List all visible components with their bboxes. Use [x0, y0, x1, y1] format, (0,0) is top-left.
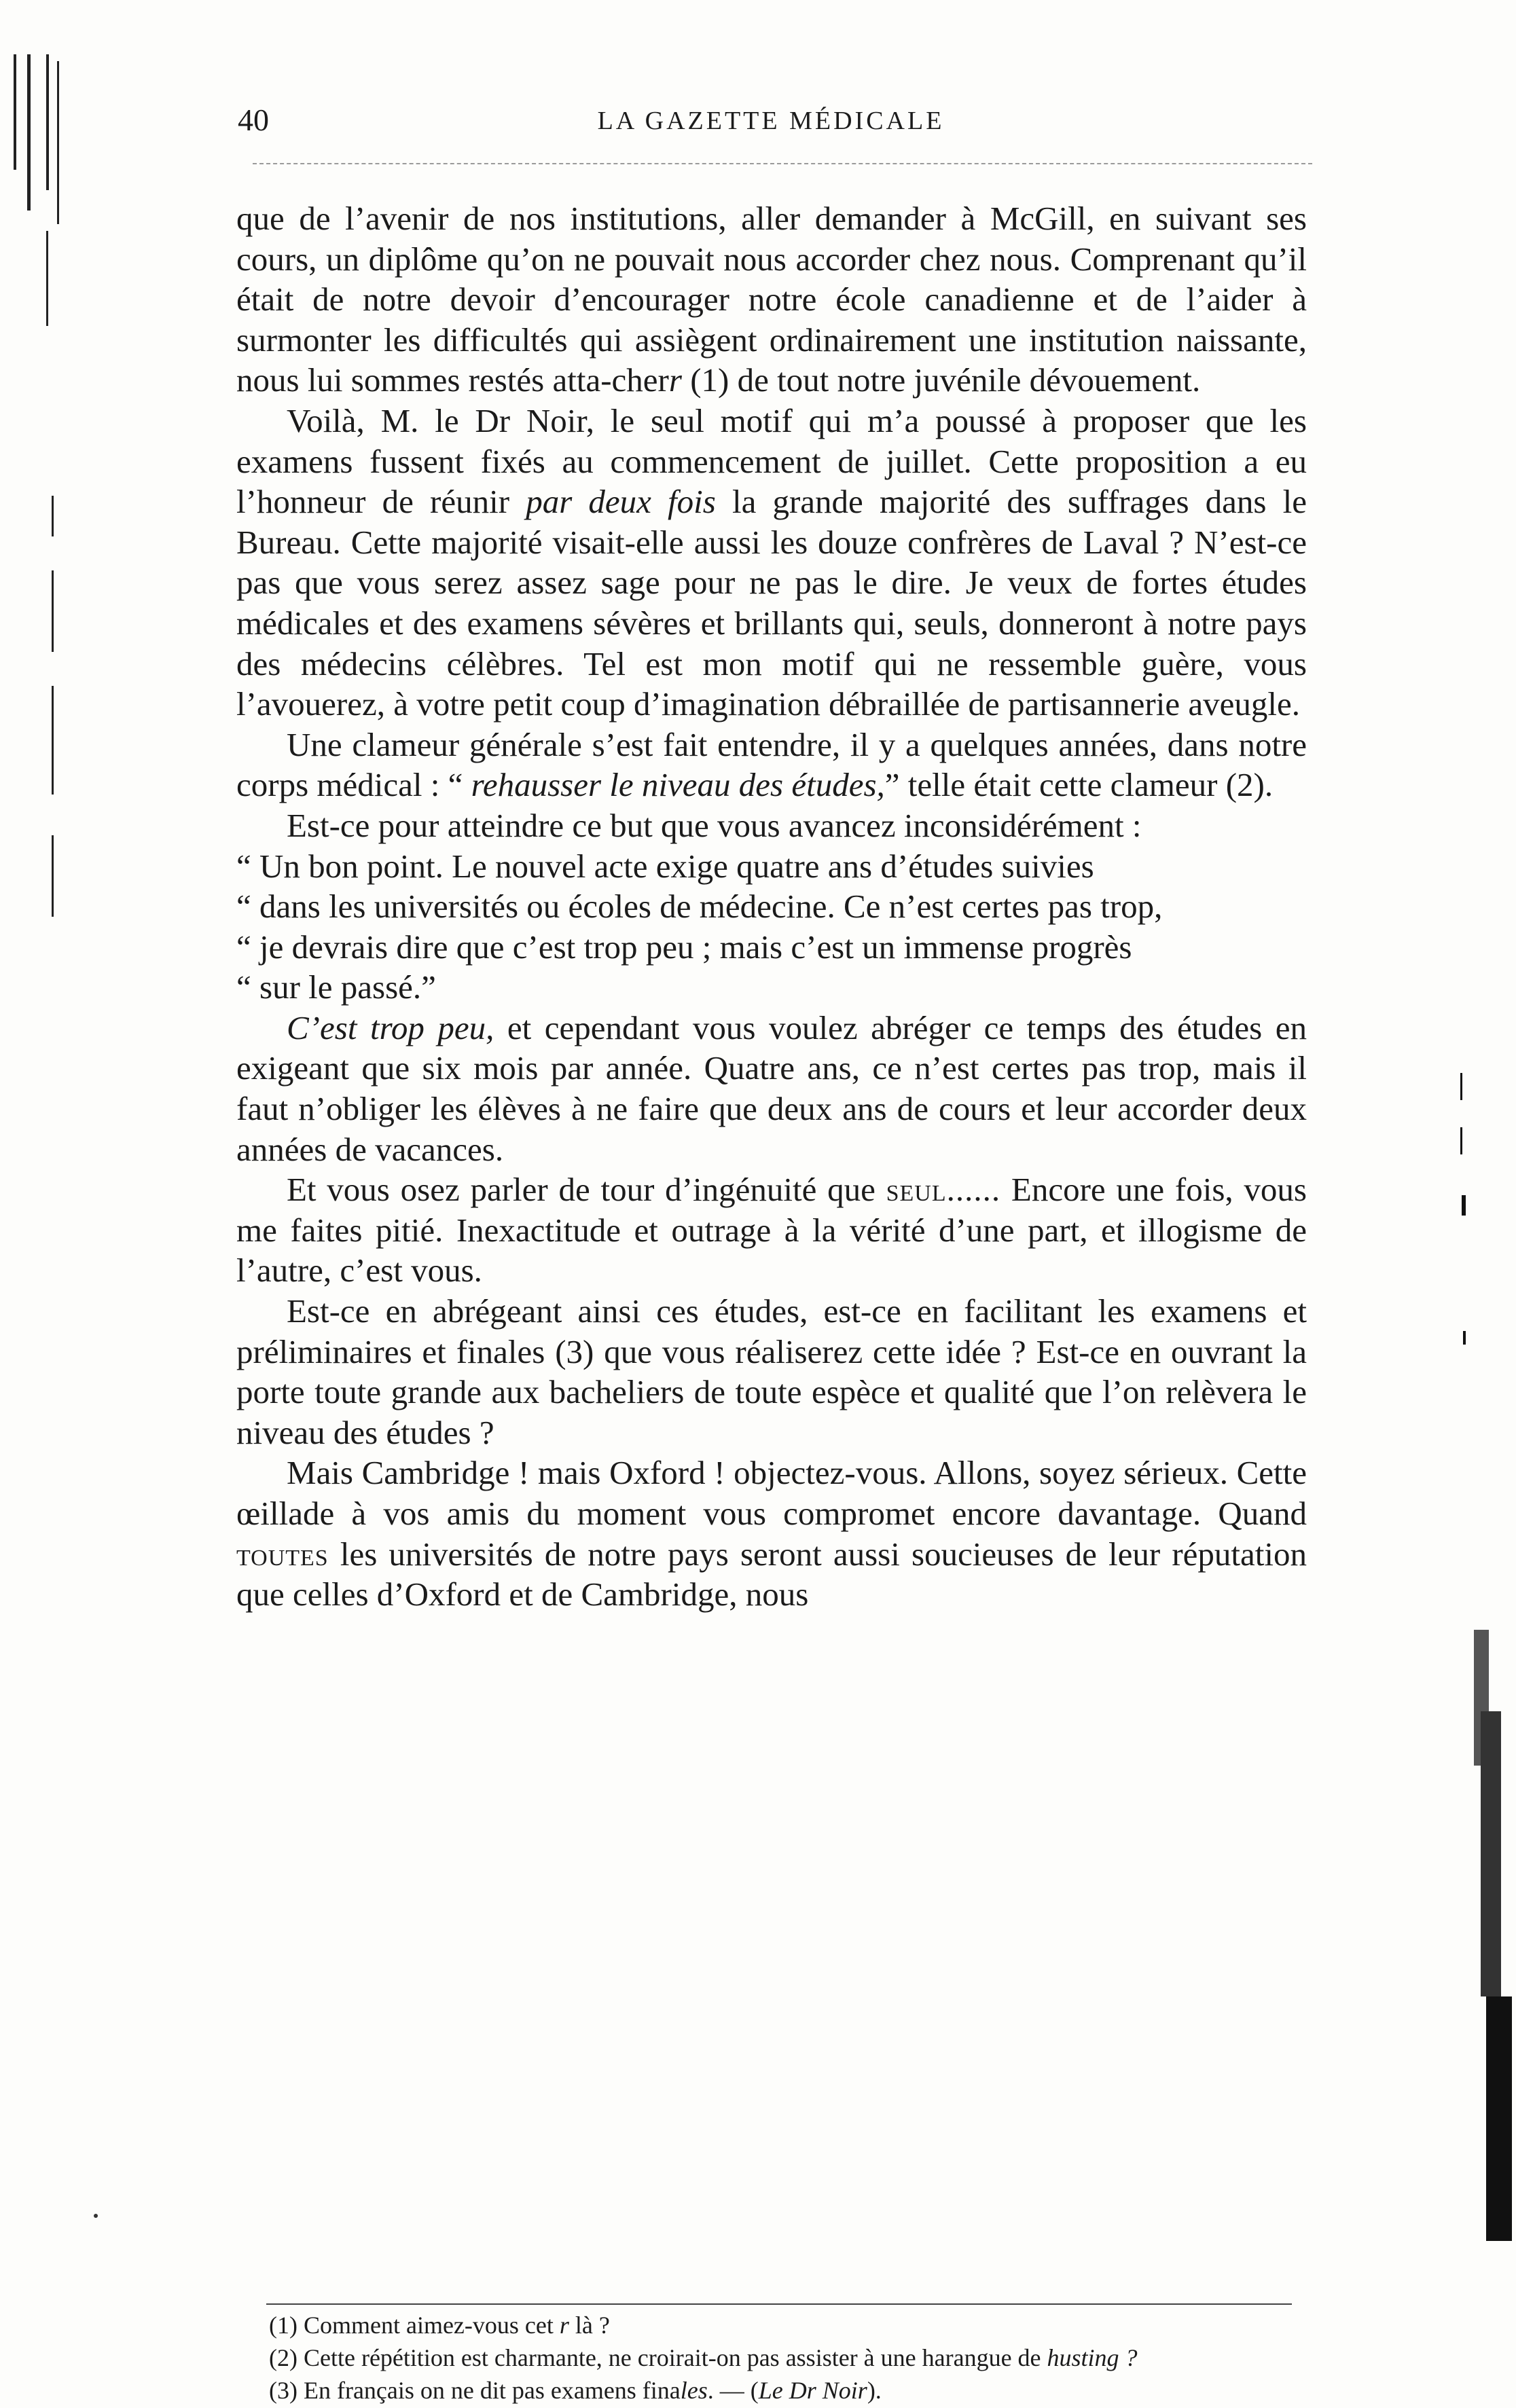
- footnote-3: (3) En français on ne dit pas examens finales. — (Le Dr Noir).: [269, 2377, 882, 2404]
- footnotes: [236, 2310, 1307, 2408]
- scan-speck: [94, 2214, 98, 2218]
- scan-edge-left: [12, 54, 67, 1005]
- page-header: [238, 102, 1304, 149]
- paragraph-5: C’est trop peu, et cependant vous voulez abréger ce temps des études en exigeant que six mois par année. Quatre ans, ce n’est certes pas trop, mais il faut n’obliger les élèves à ne faire que deux ans de cours et leur accorder deux années de vacances.: [236, 1008, 1307, 1168]
- footnote-1: (1) Comment aimez-vous cet r là ?: [269, 2312, 610, 2339]
- quote-line-2: “ dans les universités ou écoles de médecine. Ce n’est certes pas trop,: [236, 888, 1163, 926]
- paragraph-3: Une clameur générale s’est fait entendre, il y a quelques années, dans notre corps médical : “ rehausser le niveau des études,” telle était cette clameur (2).: [236, 725, 1307, 804]
- quote-line-1: “ Un bon point. Le nouvel acte exige quatre ans d’études suivies: [236, 847, 1094, 885]
- paragraph-4: Est-ce pour atteindre ce but que vous avancez inconsidérément :: [287, 806, 1142, 844]
- footnote-rule: [266, 2303, 1292, 2305]
- paragraph-7: Est-ce en abrégeant ainsi ces études, est-ce en facilitant les examens et préliminaires et finales (3) que vous réaliserez cette idée ? Est-ce en ouvrant la porte toute grande aux bacheliers de toute espèce et qualité que l’on relèvera le niveau des études ?: [236, 1292, 1307, 1451]
- footnote-2: (2) Cette répétition est charmante, ne croirait-on pas assister à une harangue de husting ?: [269, 2344, 1138, 2371]
- paragraph-1: que de l’avenir de nos institutions, aller demander à McGill, en suivant ses cours, un diplôme qu’on ne pouvait nous accorder chez nous. Comprenant qu’il était de notre devoir d’encourager notre école canadienne et de l’aider à surmonter les difficultés qui assiègent ordinairement une institution naissante, nous lui sommes restés atta-cherr (1) de tout notre juvénile dévouement.: [236, 200, 1307, 399]
- quote-line-4: “ sur le passé.”: [236, 968, 436, 1006]
- running-title: LA GAZETTE MÉDICALE: [597, 107, 945, 135]
- page-number: 40: [238, 103, 269, 137]
- body-text: [236, 198, 1307, 1615]
- header-rule: [253, 163, 1312, 164]
- paragraph-8: Mais Cambridge ! mais Oxford ! objectez-vous. Allons, soyez sérieux. Cette œillade à vos amis du moment vous compromet encore davantage. Quand toutes les universités de notre pays seront aussi soucieuses de leur réputation que celles d’Oxford et de Cambridge, nous: [236, 1454, 1307, 1613]
- paragraph-6: Et vous osez parler de tour d’ingénuité que seul...... Encore une fois, vous me faites pitié. Inexactitude et outrage à la vérité d’une part, et illogisme de l’autre, c’est vous.: [236, 1171, 1307, 1290]
- scan-edge-right: [1454, 1019, 1516, 2241]
- paragraph-2: Voilà, M. le Dr Noir, le seul motif qui m’a poussé à proposer que les examens fussent fixés au commencement de juillet. Cette proposition a eu l’honneur de réunir par deux fois la grande majorité des suffrages dans le Bureau. Cette majorité visait-elle aussi les douze confrères de Laval ? N’est-ce pas que vous serez assez sage pour ne pas le dire. Je veux de fortes études médicales et des examens sévères et brillants qui, seuls, donneront à notre pays des médecins célèbres. Tel est mon motif qui ne ressemble guère, vous l’avouerez, à votre petit coup d’imagination débraillée de partisannerie aveugle.: [236, 401, 1307, 723]
- quote-line-3: “ je devrais dire que c’est trop peu ; mais c’est un immense progrès: [236, 928, 1132, 966]
